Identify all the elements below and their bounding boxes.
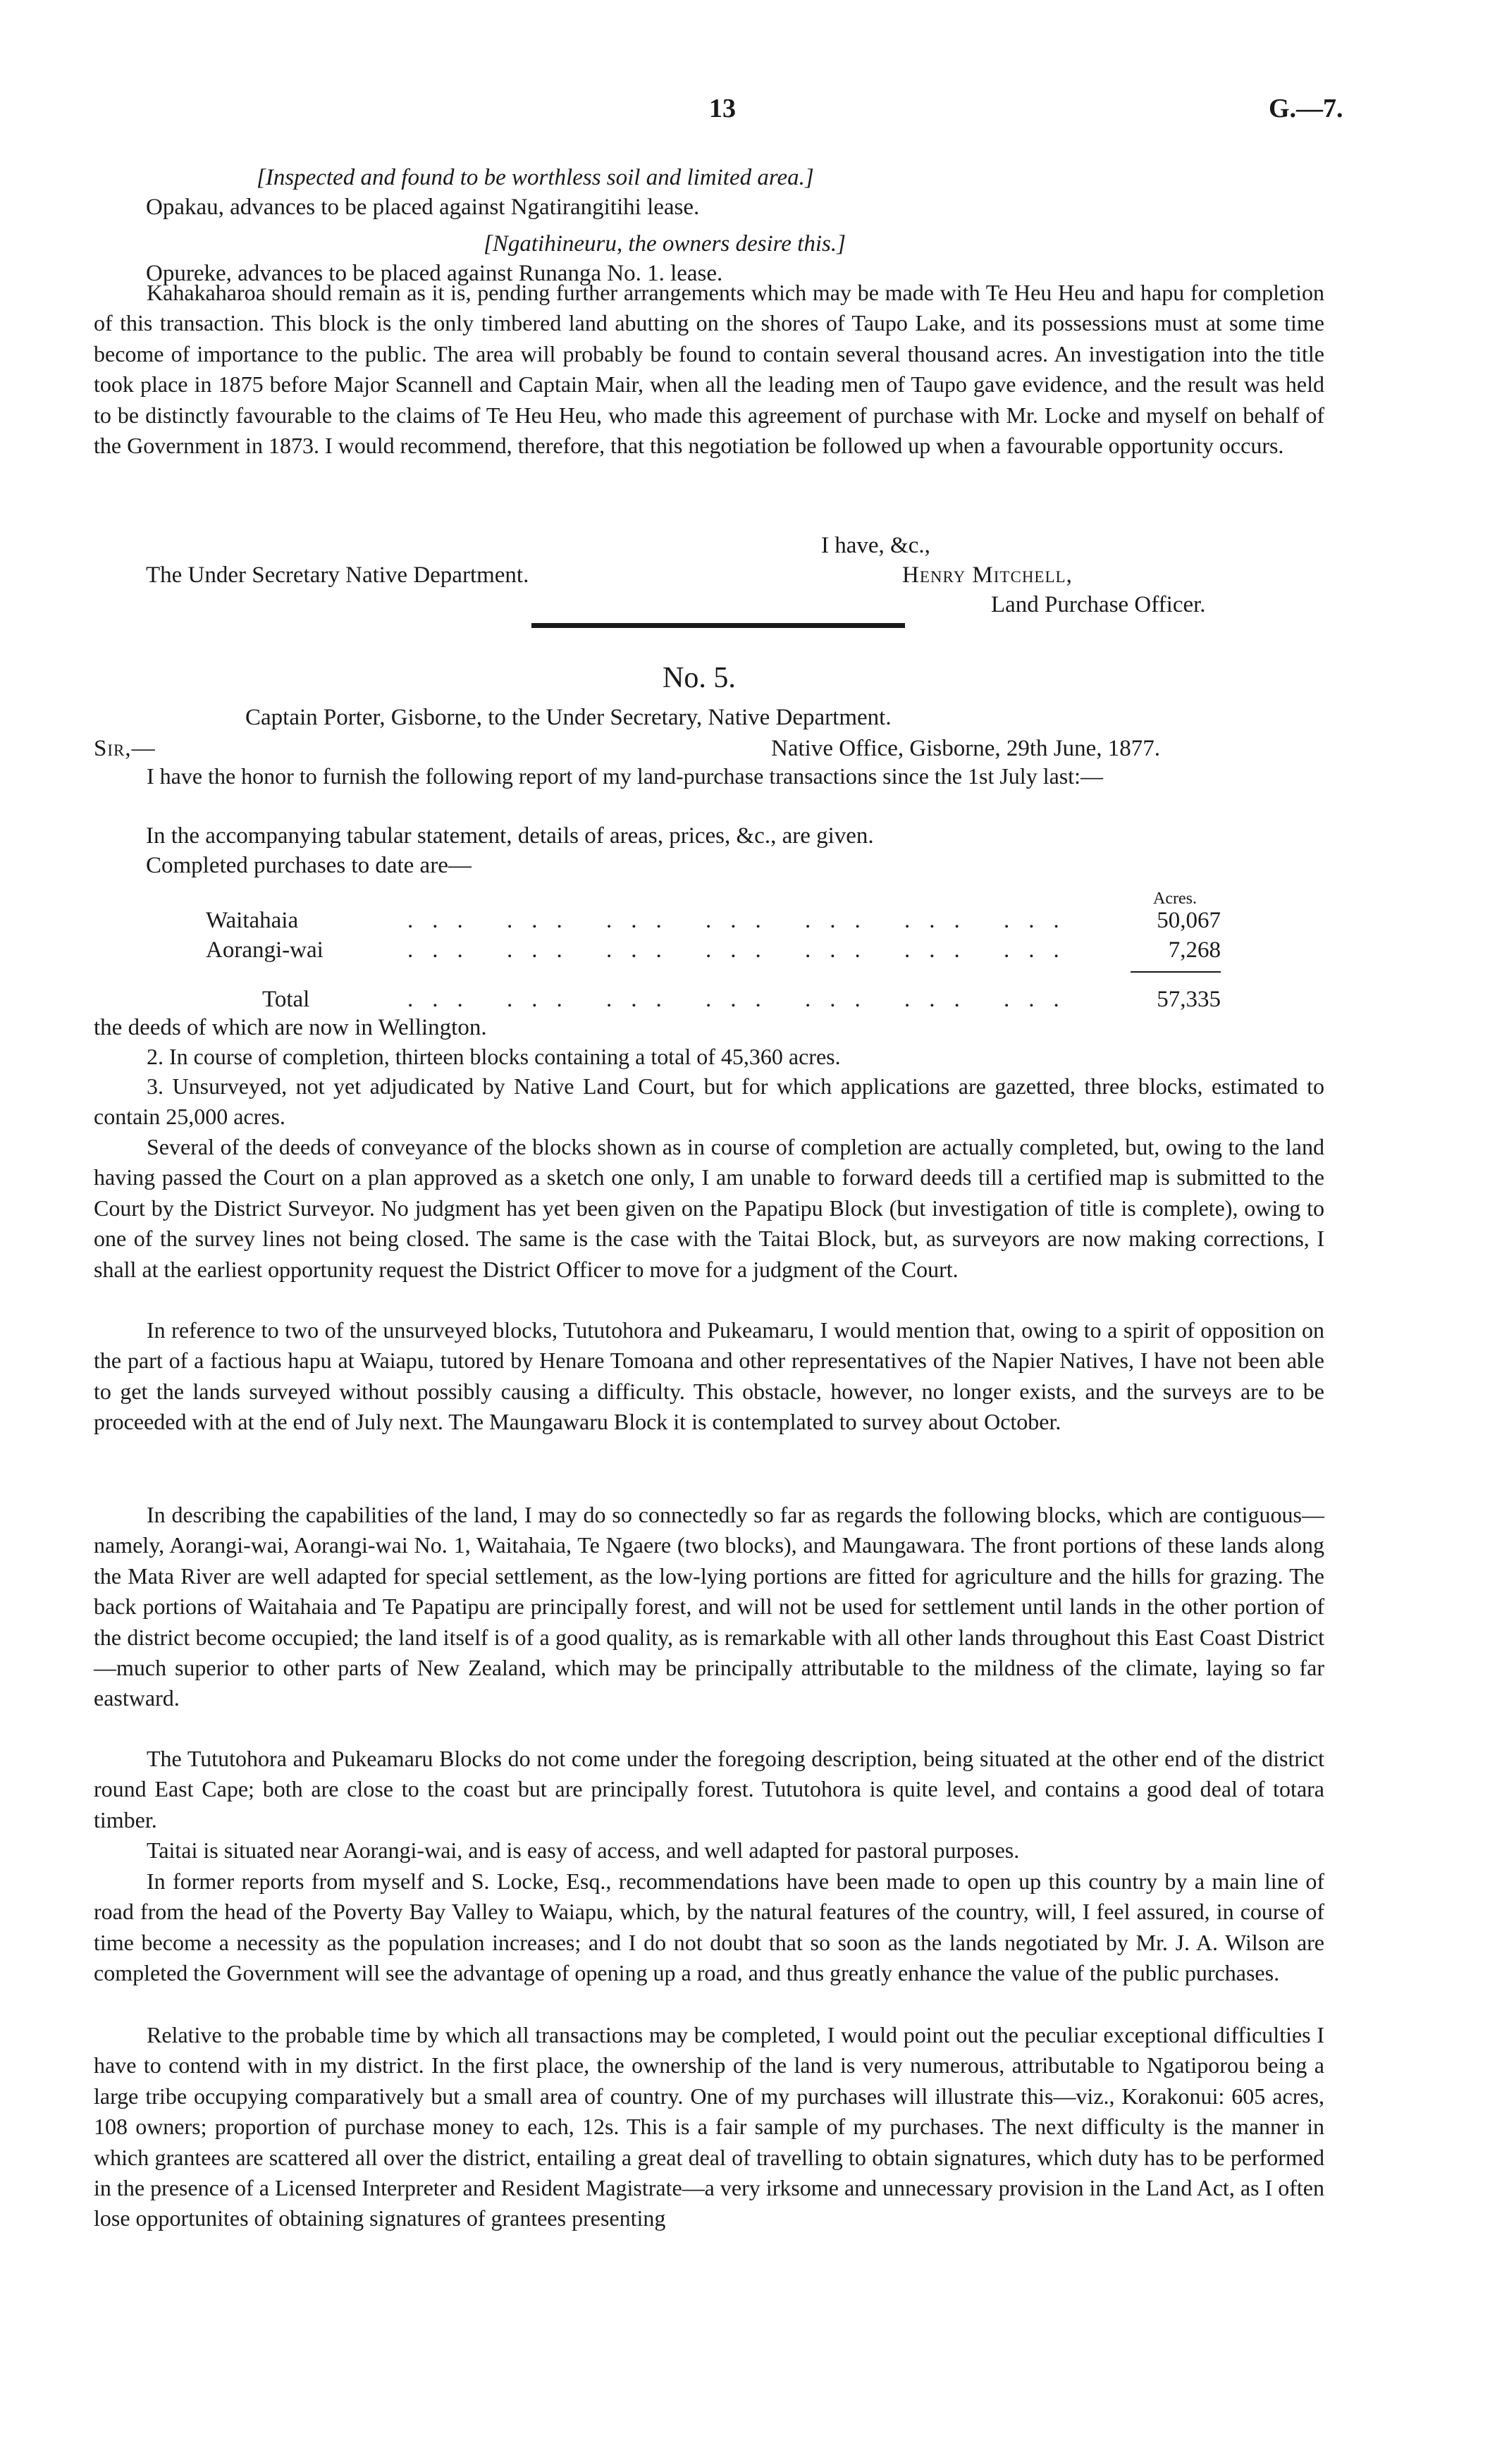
place-date: Native Office, Gisborne, 29th June, 1877. xyxy=(771,736,1161,761)
table-row xyxy=(206,905,1221,936)
signer-title: Land Purchase Officer. xyxy=(991,592,1206,617)
total-label: Total xyxy=(262,987,310,1012)
taitai-paragraph: Taitai is situated near Aorangi-wai, and is easy of access, and well adapted for pastoral purposes. xyxy=(147,1837,1020,1863)
table-total-row xyxy=(206,984,1221,1015)
page-number: 13 xyxy=(709,94,736,123)
letter-heading: Captain Porter, Gisborne, to the Under Secretary, Native Department. xyxy=(245,705,892,730)
row-acres: 7,268 xyxy=(1168,937,1221,963)
sum-rule xyxy=(1131,971,1221,973)
addressee: The Under Secretary Native Department. xyxy=(146,562,529,588)
closing-i-have: I have, &c., xyxy=(821,533,930,558)
table-row xyxy=(206,935,1221,966)
tututohora-paragraph: The Tututohora and Pukeamaru Blocks do not come under the foregoing description, being situated at the other end of the district round East Cape; both are close to the coast but are principally forest. Tututohora is quite level, and contains a good deal of totara timber. xyxy=(94,1746,1324,1832)
signer-name: Henry Mitchell, xyxy=(902,562,1073,588)
transactions-paragraph: Relative to the probable time by which all transactions may be completed, I would point out the peculiar exceptional difficulties I have to contend with in my district. In the first place, the ownership of the land is very numerous, attributable to Ngatiporou being a large tribe occupying comparatively but a small area of country. One of my purchases will illustrate this—viz., Korakonui: 605 acres, 108 owners; proportion of purchase money to each, 12s. This is a fair sample of my purchases. The next difficulty is the manner in which grantees are scattered all over the district, entailing a great deal of travelling to obtain signatures, which duty has to be performed in the presence of a Licensed Interpreter and Resident Magistrate—a very irksome and unnecessary provision in the Land Act, as I often lose opportunites of obtaining signatures of grantees presenting xyxy=(94,2022,1324,2231)
kahakaharoa-paragraph: Kahakaharoa should remain as it is, pending further arrangements which may be made with Te Heu Heu and hapu for completion of this transaction. This block is the only timbered land abutting on the shores of Taupo Lake, and its possessions must at some time become of importance to the public. The area will probably be found to contain several thousand acres. An investigation into the title took place in 1875 before Major Scannell and Captain Mair, when all the leading men of Taupo gave evidence, and the result was held to be distinctly favourable to the claims of Te Heu Heu, who made this agreement of purchase with Mr. Locke and myself on behalf of the Government in 1873. I would recommend, therefore, that this negotiation be followed up when a favourable opportunity occurs. xyxy=(94,280,1324,459)
document-reference: G.—7. xyxy=(1269,94,1343,123)
row-name: Aorangi-wai xyxy=(206,937,324,963)
deeds-line: the deeds of which are now in Wellington. xyxy=(94,1015,487,1040)
acres-column-header: Acres. xyxy=(1153,889,1197,908)
completion-paragraph: 2. In course of completion, thirteen blocks containing a total of 45,360 acres. xyxy=(147,1044,841,1069)
completed-line: Completed purchases to date are— xyxy=(146,853,472,878)
inspection-note: [Inspected and found to be worthless soil and limited area.] xyxy=(257,165,814,190)
capabilities-paragraph: In describing the capabilities of the land, I may do so connectedly so far as regards the following blocks, which are contiguous—namely, Aorangi-wai, Aorangi-wai No. 1, Waitahaia, Te Ngaere (two blocks), and Maungawara. The front portions of these lands along the Mata River are well adapted for special settlement, as the low-lying portions are fitted for agriculture and the hills for grazing. The back portions of Waitahaia and Te Papatipu are principally forest, and will not be used for settlement until lands in the other portion of the district become occupied; the land itself is of a good quality, as is remarkable with all other lands throughout this East Coast District—much superior to other parts of New Zealand, which may be principally attributable to the mildness of the climate, laying so far eastward. xyxy=(94,1502,1324,1711)
row-leader: ... ... ... ... ... ... ... xyxy=(407,987,1078,1012)
row-name: Waitahaia xyxy=(206,908,299,933)
unsurveyed-blocks-paragraph: In reference to two of the unsurveyed blocks, Tututohora and Pukeamaru, I would mention that, owing to a spirit of opposition on the part of a factious hapu at Waiapu, tutored by Henare Tomoana and other representatives of the Napier Natives, I have not been able to get the lands surveyed without possibly causing a difficulty. This obstacle, however, no longer exists, and the surveys are to be proceeded with at the end of July next. The Maungawaru Block it is contemplated to survey about October. xyxy=(94,1317,1324,1435)
road-paragraph: In former reports from myself and S. Locke, Esq., recommendations have been made to open up this country by a main line of road from the head of the Poverty Bay Valley to Waiapu, which, by the natural features of the country, will, I feel assured, in course of time become a necessity as the population increases; and I do not doubt that so soon as the lands negotiated by Mr. J. A. Wilson are completed the Government will see the advantage of opening up a road, and thus greatly enhance the value of the public purchases. xyxy=(94,1868,1324,1986)
ngatihineuru-note: [Ngatihineuru, the owners desire this.] xyxy=(484,231,846,257)
opakau-line: Opakau, advances to be placed against Ngatirangitihi lease. xyxy=(146,195,700,220)
letter-number: No. 5. xyxy=(663,662,736,694)
row-acres: 50,067 xyxy=(1157,908,1221,933)
salutation: Sir,— xyxy=(94,736,156,761)
intro-paragraph: I have the honor to furnish the following report of my land-purchase transactions since the 1st July last:— xyxy=(147,763,1104,789)
row-leader: ... ... ... ... ... ... ... xyxy=(407,937,1078,963)
unsurveyed-paragraph: 3. Unsurveyed, not yet adjudicated by Native Land Court, but for which applications are gazetted, three blocks, estimated to contain 25,000 acres. xyxy=(94,1073,1324,1130)
tabular-line: In the accompanying tabular statement, details of areas, prices, &c., are given. xyxy=(146,823,874,849)
opureke-line: Opureke, advances to be placed against Runanga No. 1. lease. xyxy=(146,261,723,286)
row-leader: ... ... ... ... ... ... ... xyxy=(407,908,1078,933)
section-divider xyxy=(531,623,905,628)
deeds-paragraph: Several of the deeds of conveyance of the blocks shown as in course of completion are actually completed, but, owing to the land having passed the Court on a plan approved as a sketch one only, I am unable to forward deeds till a certified map is submitted to the Court by the District Surveyor. No judgment has yet been given on the Papatipu Block (but investigation of title is complete), owing to one of the survey lines not being closed. The same is the case with the Taitai Block, but, as surveyors are now making corrections, I shall at the earliest opportunity request the District Officer to move for a judgment of the Court. xyxy=(94,1134,1324,1282)
total-acres: 57,335 xyxy=(1157,987,1221,1012)
